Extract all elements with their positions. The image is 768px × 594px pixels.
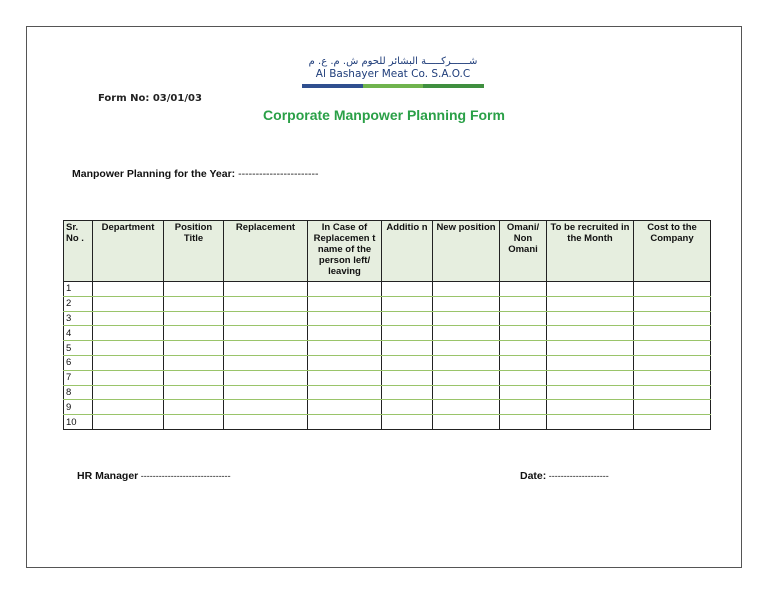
cell-department[interactable] <box>93 326 164 341</box>
cell-position-title[interactable] <box>164 385 224 400</box>
cell-addition[interactable] <box>382 311 433 326</box>
hr-manager-label: HR Manager <box>77 470 139 482</box>
cell-omani[interactable] <box>500 415 547 430</box>
cell-new-position[interactable] <box>433 355 500 370</box>
cell-addition[interactable] <box>382 282 433 297</box>
cell-recruit-month[interactable] <box>547 311 634 326</box>
header-sr-no: Sr. No . <box>64 221 93 282</box>
planning-year-label: Manpower Planning for the Year: <box>72 168 236 180</box>
cell-replacement[interactable] <box>224 370 308 385</box>
cell-replacement-name[interactable] <box>308 355 382 370</box>
form-title: Corporate Manpower Planning Form <box>263 107 505 123</box>
cell-sr-no: 9 <box>64 400 93 415</box>
cell-position-title[interactable] <box>164 296 224 311</box>
table-row <box>64 311 711 326</box>
cell-omani[interactable] <box>500 326 547 341</box>
cell-omani[interactable] <box>500 385 547 400</box>
cell-omani[interactable] <box>500 400 547 415</box>
table-row <box>64 341 711 356</box>
table-header-row <box>64 221 711 282</box>
date-signature <box>520 470 609 482</box>
cell-recruit-month[interactable] <box>547 355 634 370</box>
cell-replacement-name[interactable] <box>308 326 382 341</box>
cell-new-position[interactable] <box>433 296 500 311</box>
cell-new-position[interactable] <box>433 311 500 326</box>
cell-recruit-month[interactable] <box>547 370 634 385</box>
cell-new-position[interactable] <box>433 370 500 385</box>
cell-department[interactable] <box>93 385 164 400</box>
header-position-title: Position Title <box>164 221 224 282</box>
cell-new-position[interactable] <box>433 385 500 400</box>
cell-cost[interactable] <box>634 355 711 370</box>
cell-position-title[interactable] <box>164 415 224 430</box>
cell-cost[interactable] <box>634 296 711 311</box>
header-addition: Additio n <box>382 221 433 282</box>
cell-new-position[interactable] <box>433 415 500 430</box>
cell-position-title[interactable] <box>164 311 224 326</box>
date-label: Date: <box>520 470 547 482</box>
cell-omani[interactable] <box>500 370 547 385</box>
header-recruit-month: To be recruited in the Month <box>547 221 634 282</box>
cell-department[interactable] <box>93 282 164 297</box>
cell-addition[interactable] <box>382 385 433 400</box>
cell-replacement-name[interactable] <box>308 415 382 430</box>
header-replacement: Replacement <box>224 221 308 282</box>
cell-addition[interactable] <box>382 341 433 356</box>
table-row <box>64 326 711 341</box>
cell-position-title[interactable] <box>164 341 224 356</box>
header-department: Department <box>93 221 164 282</box>
cell-replacement[interactable] <box>224 400 308 415</box>
cell-replacement[interactable] <box>224 311 308 326</box>
cell-new-position[interactable] <box>433 341 500 356</box>
header-cost: Cost to the Company <box>634 221 711 282</box>
planning-year-line <box>72 168 319 180</box>
cell-cost[interactable] <box>634 326 711 341</box>
cell-recruit-month[interactable] <box>547 326 634 341</box>
cell-position-title[interactable] <box>164 400 224 415</box>
cell-position-title[interactable] <box>164 355 224 370</box>
cell-replacement[interactable] <box>224 415 308 430</box>
cell-cost[interactable] <box>634 385 711 400</box>
planning-year-blank[interactable]: ----------------------- <box>235 168 319 180</box>
hr-manager-blank[interactable]: ------------------------------ <box>138 471 231 481</box>
cell-new-position[interactable] <box>433 282 500 297</box>
cell-addition[interactable] <box>382 355 433 370</box>
logo-bar-segment <box>302 84 363 88</box>
cell-position-title[interactable] <box>164 326 224 341</box>
cell-omani[interactable] <box>500 282 547 297</box>
cell-recruit-month[interactable] <box>547 296 634 311</box>
cell-sr-no: 7 <box>64 370 93 385</box>
cell-sr-no: 3 <box>64 311 93 326</box>
table-row <box>64 415 711 430</box>
company-logo <box>302 56 484 88</box>
cell-addition[interactable] <box>382 370 433 385</box>
cell-replacement[interactable] <box>224 355 308 370</box>
cell-cost[interactable] <box>634 370 711 385</box>
table-row <box>64 296 711 311</box>
cell-department[interactable] <box>93 311 164 326</box>
cell-recruit-month[interactable] <box>547 400 634 415</box>
cell-new-position[interactable] <box>433 326 500 341</box>
cell-omani[interactable] <box>500 311 547 326</box>
cell-omani[interactable] <box>500 355 547 370</box>
logo-arabic-text: شــــــركـــــة البشائر للحوم ش. م. ع. م <box>308 56 478 67</box>
cell-department[interactable] <box>93 341 164 356</box>
cell-position-title[interactable] <box>164 370 224 385</box>
cell-addition[interactable] <box>382 296 433 311</box>
cell-cost[interactable] <box>634 400 711 415</box>
cell-new-position[interactable] <box>433 400 500 415</box>
cell-replacement[interactable] <box>224 296 308 311</box>
cell-cost[interactable] <box>634 282 711 297</box>
cell-cost[interactable] <box>634 341 711 356</box>
logo-bar-segment <box>363 84 424 88</box>
cell-recruit-month[interactable] <box>547 415 634 430</box>
cell-cost[interactable] <box>634 415 711 430</box>
table-row <box>64 355 711 370</box>
cell-replacement-name[interactable] <box>308 296 382 311</box>
cell-department[interactable] <box>93 400 164 415</box>
cell-recruit-month[interactable] <box>547 282 634 297</box>
cell-sr-no: 5 <box>64 341 93 356</box>
header-new-position: New position <box>433 221 500 282</box>
manpower-table <box>63 220 711 430</box>
logo-english-text: Al Bashayer Meat Co. S.A.O.C <box>315 68 471 80</box>
cell-department[interactable] <box>93 296 164 311</box>
cell-department[interactable] <box>93 415 164 430</box>
date-blank[interactable]: -------------------- <box>546 471 609 481</box>
cell-replacement[interactable] <box>224 326 308 341</box>
cell-department[interactable] <box>93 355 164 370</box>
logo-bar-segment <box>423 84 484 88</box>
cell-position-title[interactable] <box>164 282 224 297</box>
table-row <box>64 370 711 385</box>
cell-addition[interactable] <box>382 326 433 341</box>
cell-omani[interactable] <box>500 341 547 356</box>
cell-sr-no: 4 <box>64 326 93 341</box>
cell-replacement[interactable] <box>224 341 308 356</box>
cell-department[interactable] <box>93 370 164 385</box>
cell-omani[interactable] <box>500 296 547 311</box>
table-row <box>64 400 711 415</box>
logo-color-bar <box>302 84 484 88</box>
header-omani: Omani/ Non Omani <box>500 221 547 282</box>
cell-replacement[interactable] <box>224 282 308 297</box>
cell-sr-no: 1 <box>64 282 93 297</box>
cell-replacement-name[interactable] <box>308 400 382 415</box>
cell-addition[interactable] <box>382 415 433 430</box>
form-number: Form No: 03/01/03 <box>98 93 202 104</box>
cell-replacement-name[interactable] <box>308 341 382 356</box>
cell-addition[interactable] <box>382 400 433 415</box>
cell-sr-no: 2 <box>64 296 93 311</box>
header-replacement-name: In Case of Replacemen t name of the person left/ leaving <box>308 221 382 282</box>
cell-replacement-name[interactable] <box>308 385 382 400</box>
cell-cost[interactable] <box>634 311 711 326</box>
cell-replacement-name[interactable] <box>308 311 382 326</box>
cell-recruit-month[interactable] <box>547 341 634 356</box>
cell-sr-no: 8 <box>64 385 93 400</box>
table-row <box>64 385 711 400</box>
hr-manager-signature <box>77 470 231 482</box>
cell-recruit-month[interactable] <box>547 385 634 400</box>
cell-replacement-name[interactable] <box>308 282 382 297</box>
cell-replacement[interactable] <box>224 385 308 400</box>
cell-sr-no: 10 <box>64 415 93 430</box>
cell-replacement-name[interactable] <box>308 370 382 385</box>
cell-sr-no: 6 <box>64 355 93 370</box>
table-row <box>64 282 711 297</box>
